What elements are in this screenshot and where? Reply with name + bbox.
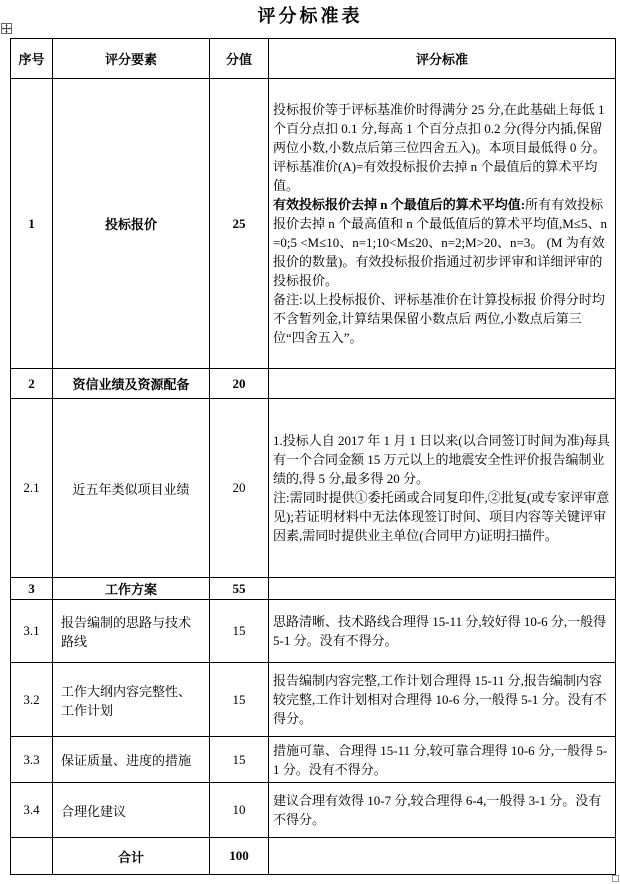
criteria-bold-lead: 有效投标报价去掉 n 个最值后的算术平均值:	[273, 197, 526, 212]
table-row	[11, 79, 616, 369]
row-3-factor[interactable]: 工作方案	[53, 578, 210, 600]
table-row	[11, 838, 616, 875]
criteria-paragraph: 投标报价等于评标基准价时得满分 25 分,在此基础上每低 1 个百分点扣 0.1 分,每高 1 个百分点扣 0.2 分(得分内插,保留两位小数,小数点后第三位四舍五入)。本项目最低得 0 分。	[273, 102, 606, 155]
move-arrows-icon	[2, 24, 11, 33]
row-3-4-score[interactable]: 10	[210, 783, 269, 838]
table-row	[11, 663, 616, 737]
row-3-criteria[interactable]	[269, 578, 616, 600]
criteria-paragraph: 1.投标人自 2017 年 1 月 1 日以来(以合同签订时间为准)每具有一个合同金额 15 万元以上的地震安全性评价报告编制业绩的,得 5 分,最多得 20 分。	[273, 433, 610, 486]
col-header-factor: 评分要素	[53, 39, 210, 79]
col-header-criteria: 评分标准	[269, 39, 616, 79]
page-title: 评分标准表	[257, 6, 363, 26]
table-header-row	[11, 39, 616, 79]
criteria-paragraph: 评标基准价(A)=有效投标报价去掉 n 个最值后的算术平均值。	[273, 159, 598, 193]
row-3-2-no[interactable]: 3.2	[11, 663, 53, 737]
table-row	[11, 399, 616, 578]
row-total-criteria[interactable]	[269, 838, 616, 875]
row-2-criteria[interactable]	[269, 369, 616, 399]
row-3-1-no[interactable]: 3.1	[11, 600, 53, 663]
criteria-paragraph: 注:需同时提供①委托函或合同复印件,②批复(或专家评审意见);若证明材料中无法体现签订时间、项目内容等关键评审因素,需同时提供业主单位(合同甲方)证明扫描件。	[273, 490, 610, 543]
row-total-factor[interactable]: 合计	[53, 838, 210, 875]
scoring-criteria-table	[10, 38, 616, 875]
row-2-1-criteria[interactable]	[269, 399, 616, 578]
row-3-score[interactable]: 55	[210, 578, 269, 600]
row-3-4-factor[interactable]: 合理化建议	[53, 783, 210, 838]
row-2-score[interactable]: 20	[210, 369, 269, 399]
row-3-3-criteria[interactable]	[269, 737, 616, 783]
table-row	[11, 600, 616, 663]
row-3-2-factor[interactable]: 工作大纲内容完整性、工作计划	[53, 663, 210, 737]
criteria-paragraph	[273, 195, 611, 290]
row-2-no[interactable]: 2	[11, 369, 53, 399]
row-3-2-score[interactable]: 15	[210, 663, 269, 737]
row-2-1-factor[interactable]: 近五年类似项目业绩	[53, 399, 210, 578]
row-2-1-score[interactable]: 20	[210, 399, 269, 578]
col-header-no: 序号	[11, 39, 53, 79]
criteria-paragraph: 建议合理有效得 10-7 分,较合理得 6-4,一般得 3-1 分。没有不得分。	[273, 793, 602, 827]
col-header-score: 分值	[210, 39, 269, 79]
criteria-paragraph: 措施可靠、合理得 15-11 分,较可靠合理得 10-6 分,一般得 5-1 分。没有不得分。	[273, 742, 608, 777]
table-row	[11, 783, 616, 838]
criteria-paragraph: 备注:以上投标报价、评标基准价在计算投标报 价得分时均不含暂列金,计算结果保留小数点后 两位,小数点后第三位“四舍五入”。	[273, 292, 605, 345]
row-2-factor[interactable]: 资信业绩及资源配备	[53, 369, 210, 399]
row-1-no[interactable]: 1	[11, 79, 53, 369]
row-2-1-no[interactable]: 2.1	[11, 399, 53, 578]
row-3-3-no[interactable]: 3.3	[11, 737, 53, 783]
row-3-1-score[interactable]: 15	[210, 600, 269, 663]
row-3-4-criteria[interactable]	[269, 783, 616, 838]
row-3-3-factor[interactable]: 保证质量、进度的措施	[53, 737, 210, 783]
criteria-paragraph: 报告编制内容完整,工作计划合理得 15-11 分,报告编制内容较完整,工作计划相对合理得 10-6 分,一般得 5-1 分。没有不得分。	[273, 673, 607, 726]
table-row	[11, 737, 616, 783]
row-3-1-factor[interactable]: 报告编制的思路与技术路线	[53, 600, 210, 663]
table-move-handle-icon[interactable]	[1, 23, 12, 34]
row-3-no[interactable]: 3	[11, 578, 53, 600]
row-total-no[interactable]	[11, 838, 53, 875]
row-3-4-no[interactable]: 3.4	[11, 783, 53, 838]
row-1-criteria[interactable]	[269, 79, 616, 369]
row-3-2-criteria[interactable]	[269, 663, 616, 737]
table-resize-handle-icon[interactable]	[612, 875, 619, 882]
table-row	[11, 578, 616, 600]
row-3-3-score[interactable]: 15	[210, 737, 269, 783]
row-1-factor[interactable]: 投标报价	[53, 79, 210, 369]
criteria-text: 所有有效投标报价去掉 n 个最高值和 n 个最低值后的算术平均值,M≤5、n=0;5 <M≤10、n=1;10<M≤20、n=2;M>20、n=3。 (M 为有效报价的数量)。有效投标报价指通过初步评审和详细评审的投标报价。	[273, 197, 607, 288]
row-total-score[interactable]: 100	[210, 838, 269, 875]
criteria-paragraph: 思路清晰、技术路线合理得 15-11 分,较好得 10-6 分,一般得 5-1 分。没有不得分。	[273, 614, 607, 648]
table-row	[11, 369, 616, 399]
row-3-1-criteria[interactable]	[269, 600, 616, 663]
row-1-score[interactable]: 25	[210, 79, 269, 369]
